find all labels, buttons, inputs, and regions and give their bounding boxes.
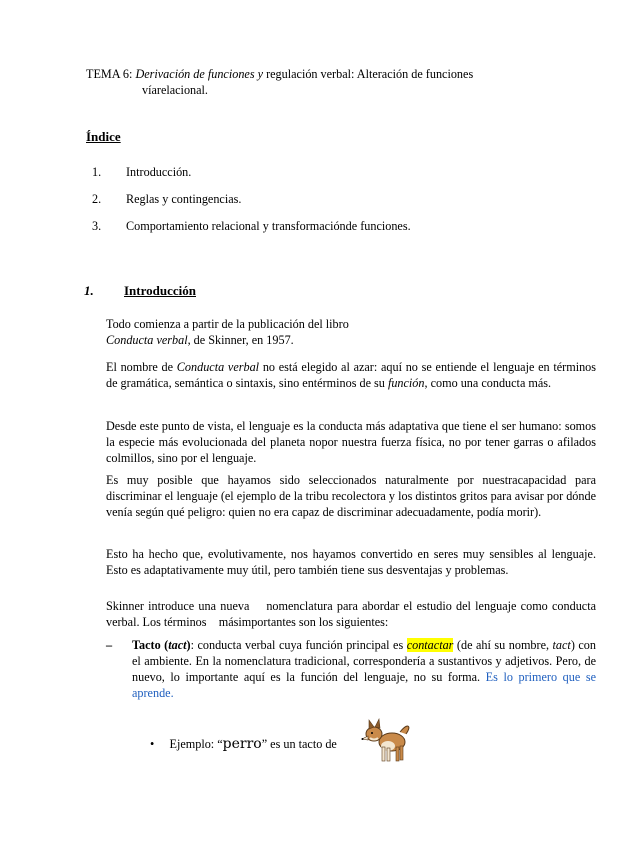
document-title: TEMA 6: Derivación de funciones y regulación verbal: Alteración de funciones: [86, 67, 474, 81]
document-title-line2: víarelacional.: [142, 83, 208, 97]
index-item: 2. Reglas y contingencias.: [92, 192, 242, 206]
paragraph-6: Skinner introduce una nueva nomenclatura para abordar el estudio del lenguaje como conducta verbal. Los términos másimportantes son los siguientes:: [106, 599, 600, 629]
index-item: 1. Introducción.: [92, 165, 192, 179]
dog-illustration-icon: [356, 708, 416, 768]
bullet-tacto-text: Tacto (tact): conducta verbal cuya función principal es contactar (de ahí su nombre, tact) con el ambiente. En la nomenclatura tradicional, correspondería a sustantivos y adjetivos. Pero, de nuevo, lo importante aquí es la función del lenguaje, no su forma. Es lo primero que se aprende.: [132, 638, 597, 700]
highlighted-term: contactar: [406, 638, 454, 652]
paragraph-3: Desde este punto de vista, el lenguaje es la conducta más adaptativa que tiene el ser humano: somos la especie más evolucionada del planeta nopor nuestra fuerza física, no por tener garras o afilados colmillos, sino por el lenguaje.: [106, 419, 596, 465]
section-number: 1.: [84, 283, 94, 298]
dash-bullet: –: [106, 638, 113, 652]
paragraph-2: El nombre de Conducta verbal no está elegido al azar: aquí no se entiende el lenguaje en términos de gramática, semántica o sintaxis, sino entérminos de su función, como una conducta más.: [106, 360, 597, 390]
index-heading: Índice: [86, 129, 121, 144]
bullet-tacto: [106, 637, 596, 707]
paragraph-1: Todo comienza a partir de la publicación del libro Conducta verbal, de Skinner, en 1957.: [106, 317, 349, 347]
section-title: Introducción: [124, 283, 196, 298]
paragraph-5: Esto ha hecho que, evolutivamente, nos hayamos convertido en seres muy sensibles al lenguaje. Esto es adaptativamente muy útil, pero también tiene sus desventajas y problemas.: [106, 547, 596, 577]
index-item: 3. Comportamiento relacional y transformaciónde funciones.: [92, 219, 411, 233]
highlighted-sentence: Es lo primero que se aprende.: [132, 670, 597, 700]
paragraph-4: Es muy posible que hayamos sido seleccionados naturalmente por nuestracapacidad para discriminar el lenguaje (el ejemplo de la tribu recolectora y los distintos gritos para avisar por dónde venía según qué peligro: quien no era capaz de discriminar adecuadamente, podía morir).: [106, 473, 596, 519]
example-line: • Ejemplo: “perro” es un tacto de: [150, 736, 337, 752]
